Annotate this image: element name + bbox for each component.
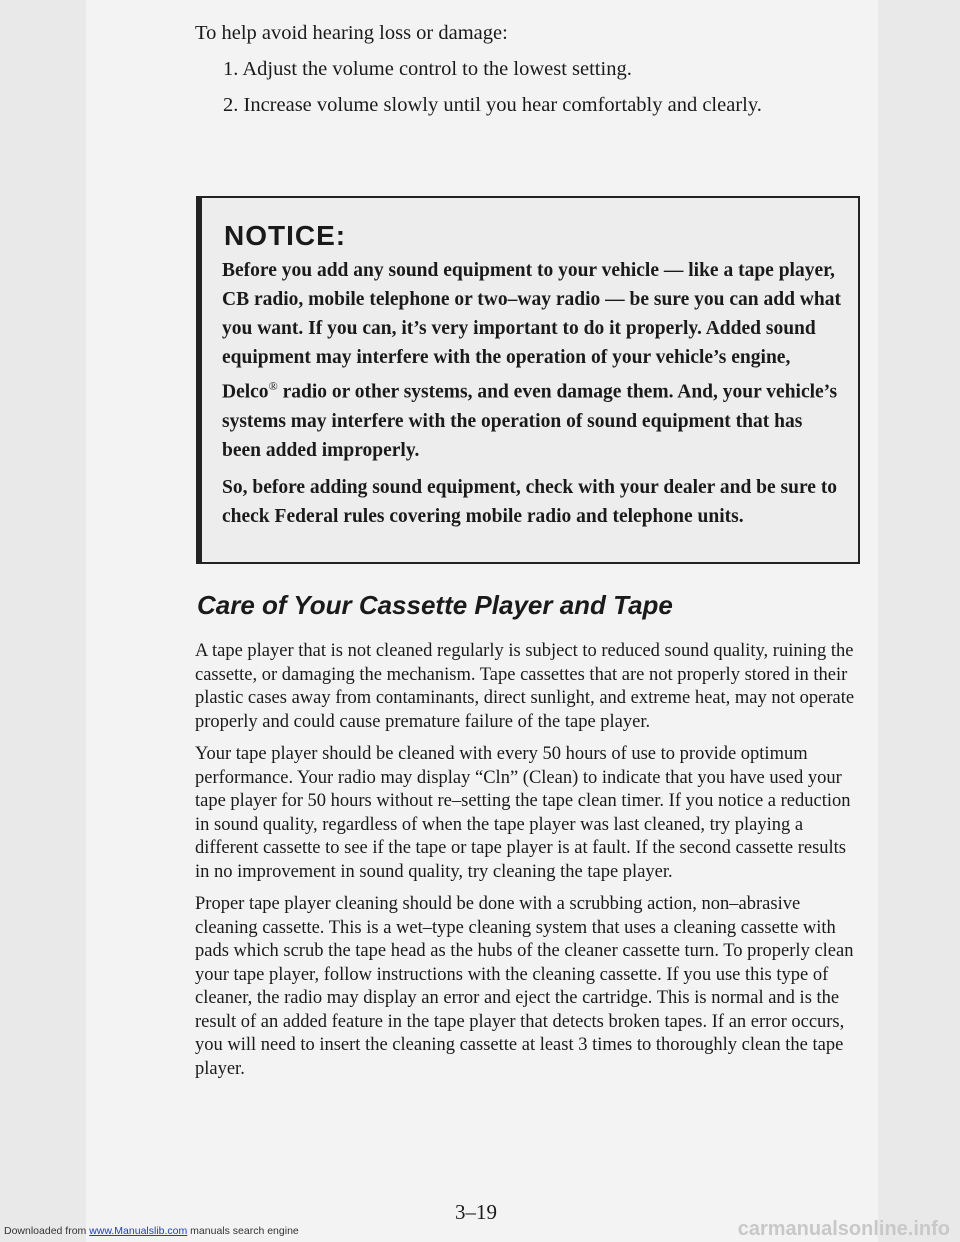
- manualslib-link[interactable]: www.Manualslib.com: [89, 1225, 188, 1237]
- page-number: 3–19: [455, 1200, 497, 1224]
- body-paragraph-1: A tape player that is not cleaned regularly is subject to reduced sound quality, ruining the cassette, or damaging the mechanism. Tape cassettes that are not properly stored in their plastic cases away from contaminants, direct sunlight, and extreme heat, may not operate properly and could cause premature failure of the tape player.: [195, 641, 855, 732]
- intro-lead: To help avoid hearing loss or damage:: [195, 22, 508, 44]
- download-footer: [4, 1225, 299, 1237]
- notice-paragraph-1-start: Before you add any sound equipment to your vehicle — like a tape player, CB radio, mobile telephone or two–way radio — be sure you can add what you want. If you can, it’s very important to do it properly. Added sound equipment may interfere with the operation of your vehicle’s engine, Delco: [222, 260, 841, 403]
- body-paragraph-3: Proper tape player cleaning should be done with a scrubbing action, non–abrasive cleaning cassette. This is a wet–type cleaning system that uses a cleaning cassette with pads which scrub the tape head as the hubs of the cleaner cassette turn. To properly clean your tape player, follow instructions with the cleaning cassette. If you use this type of cleaner, the radio may display an error and eject the cartridge. This is normal and is the result of an added feature in the tape player that detects broken tapes. If an error occurs, you will need to insert the cleaning cassette at least 3 times to thoroughly clean the tape player.: [195, 894, 854, 1079]
- intro-item-1: 1. Adjust the volume control to the lowest setting.: [223, 58, 632, 80]
- body-paragraph-2: Your tape player should be cleaned with every 50 hours of use to provide optimum performance. Your radio may display “Cln” (Clean) to indicate that you have used your tape player for 50 hours without re–setting the tape clean timer. If you notice a reduction in sound quality, regardless of when the tape player was last cleaned, try playing a different cassette to see if the tape or tape player is at fault. If the second cassette results in no improvement in sound quality, try cleaning the tape player.: [195, 744, 851, 882]
- notice-paragraph-1-end: radio or other systems, and even damage them. And, your vehicle’s systems may interfere with the operation of sound equipment that has been added improperly.: [222, 381, 838, 461]
- intro-section: [195, 18, 835, 120]
- section-body: [195, 640, 857, 1090]
- section-title: Care of Your Cassette Player and Tape: [197, 590, 673, 620]
- footer-prefix: Downloaded from: [4, 1225, 90, 1237]
- registered-mark: ®: [268, 379, 278, 393]
- notice-body: [222, 256, 842, 539]
- notice-left-bar: [198, 198, 202, 562]
- notice-paragraph-1: [222, 256, 842, 465]
- watermark: carmanualsonline.info: [737, 1218, 950, 1240]
- footer-suffix: manuals search engine: [187, 1225, 299, 1237]
- intro-item-2: 2. Increase volume slowly until you hear comfortably and clearly.: [223, 94, 762, 116]
- notice-heading: NOTICE:: [224, 220, 347, 251]
- notice-box: [196, 196, 860, 564]
- notice-paragraph-2: So, before adding sound equipment, check with your dealer and be sure to check Federal rules covering mobile radio and telephone units.: [222, 476, 838, 527]
